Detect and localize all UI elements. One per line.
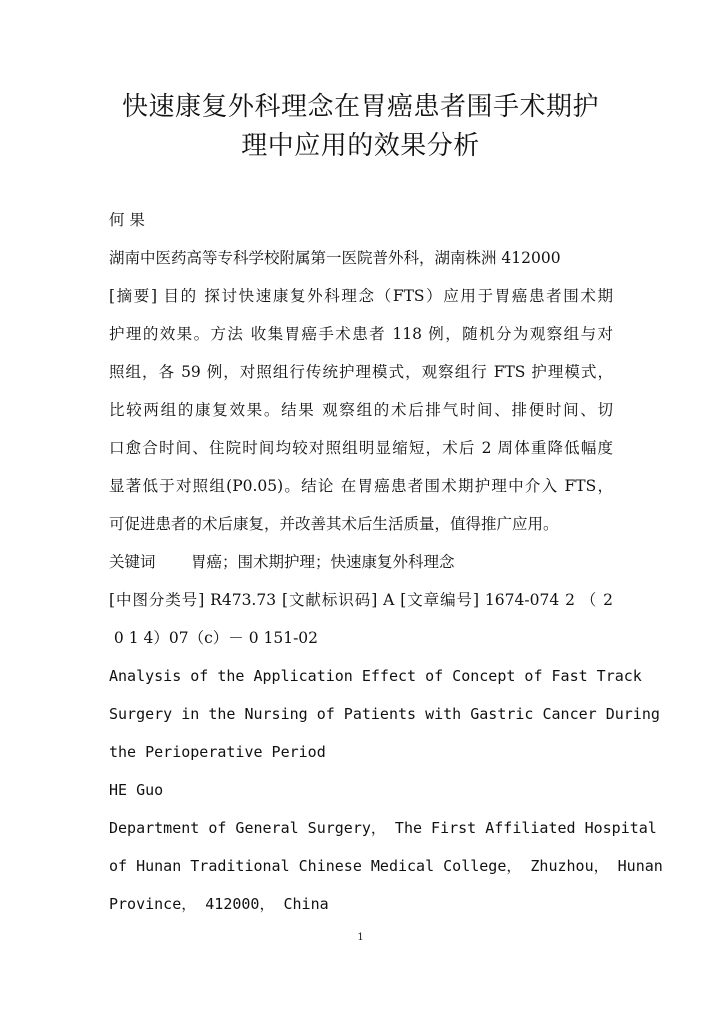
- abstract: [109, 277, 613, 543]
- classification-info: [109, 581, 613, 657]
- english-title: [109, 657, 660, 771]
- english-affiliation-line: of Hunan Traditional Chinese Medical College， Zhuzhou， Hunan: [109, 857, 663, 875]
- abstract-line: [摘要] 目的 探讨快速康复外科理念（FTS）应用于胃癌患者围术期: [109, 287, 613, 305]
- page-number: 1: [357, 932, 364, 943]
- english-author: HE Guo: [109, 781, 164, 799]
- article-title-line-1: 快速康复外科理念在胃癌患者围手术期护: [121, 92, 599, 122]
- english-affiliation: [109, 809, 663, 923]
- article-body: [109, 201, 663, 923]
- abstract-line: 口愈合时间、住院时间均较对照组明显缩短，术后 2 周体重降低幅度: [109, 439, 613, 457]
- article-title-line-2: 理中应用的效果分析: [241, 131, 480, 161]
- abstract-line: 可促进患者的术后康复，并改善其术后生活质量，值得推广应用。: [109, 515, 559, 533]
- abstract-line: 照组，各 59 例，对照组行传统护理模式，观察组行 FTS 护理模式，: [109, 363, 613, 381]
- keywords-value: 胃癌；围术期护理；快速康复外科理念: [191, 553, 455, 571]
- english-title-line: Analysis of the Application Effect of Concept of Fast Track: [109, 667, 642, 685]
- abstract-line: 比较两组的康复效果。结果 观察组的术后排气时间、排便时间、切: [109, 401, 613, 419]
- abstract-line: 护理的效果。方法 收集胃癌手术患者 118 例，随机分为观察组与对: [109, 325, 613, 343]
- classification-line: [中图分类号] R473.73 [文献标识码] A [文章编号] 1674-074 2 （ 2: [109, 591, 613, 609]
- author-affiliation: 湖南中医药高等专科学校附属第一医院普外科，湖南株洲 412000: [109, 249, 561, 267]
- english-affiliation-line: Province， 412000， China: [109, 895, 329, 913]
- author-name: 何 果: [109, 211, 145, 229]
- english-title-line: the Perioperative Period: [109, 743, 326, 761]
- keywords: [109, 543, 613, 581]
- classification-line: 0 1 4）07（c）－ 0 151-02: [109, 629, 319, 647]
- abstract-line: 显著低于对照组(P0.05)。结论 在胃癌患者围术期护理中介入 FTS，: [109, 477, 613, 495]
- article-title: [100, 88, 621, 166]
- english-title-line: Surgery in the Nursing of Patients with Gastric Cancer During: [109, 705, 660, 723]
- english-affiliation-line: Department of General Surgery， The First Affiliated Hospital: [109, 819, 657, 837]
- keywords-label: 关键词: [109, 553, 156, 571]
